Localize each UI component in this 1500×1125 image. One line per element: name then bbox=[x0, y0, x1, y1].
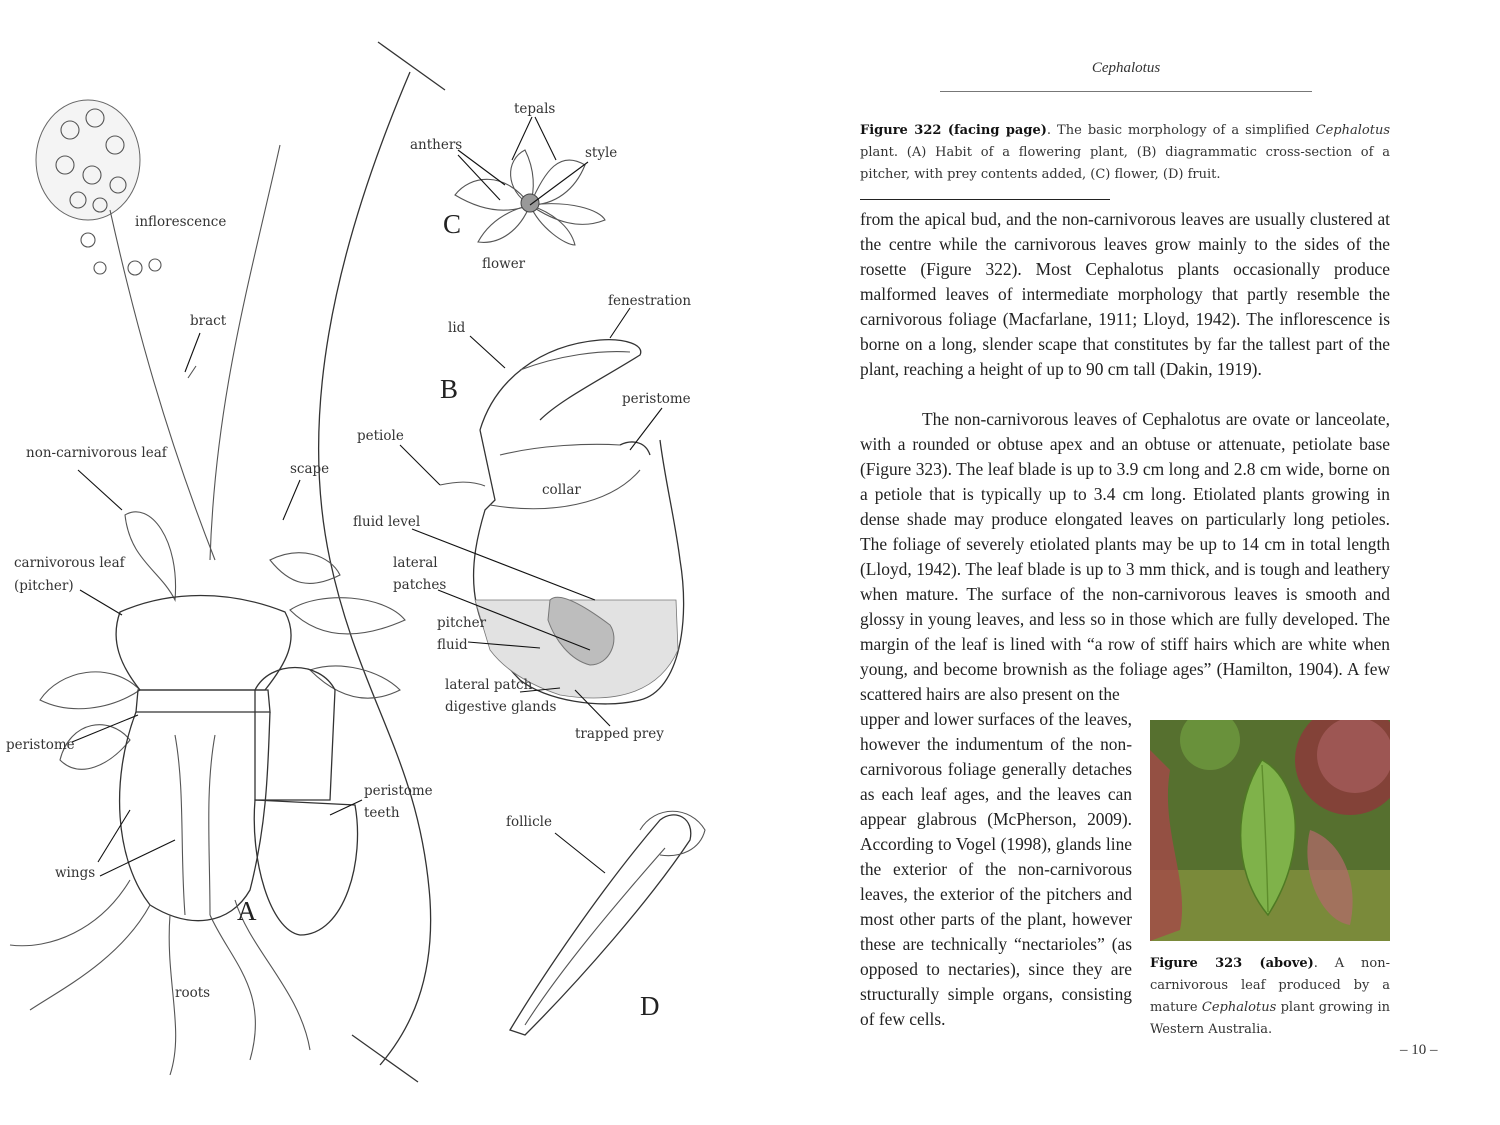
paragraph-1-text: from the apical bud, and the non-carnivorous leaves are usually clustered at the centre while the carnivorous leaves grow mainly to the sides of the rosette (Figure 322). Most Cephalotus plants occasionally produce malformed leaves of intermediate morphology that partly resemble the carnivorous foliage (Macfarlane, 1911; Lloyd, 1942). The inflorescence is borne on a long, slender scape that constitutes by far the tallest part of the plant, reaching a height of up to 90 cm tall (Dakin, 1919). bbox=[860, 209, 1390, 379]
label-fenestration: fenestration bbox=[608, 293, 692, 309]
label-patches: patches bbox=[393, 577, 447, 593]
header-rule bbox=[940, 91, 1312, 92]
label-pitcher: (pitcher) bbox=[14, 578, 74, 594]
scape-stem-2 bbox=[210, 145, 280, 560]
label-collar: collar bbox=[542, 482, 581, 498]
figure-322-caption bbox=[860, 120, 1390, 186]
caption-text-b: plant. (A) Habit of a flowering plant, (B) diagrammatic cross-section of a pitcher, with prey contents added, (C) flower, (D) fruit. bbox=[860, 145, 1390, 182]
photo-caption-text-b: plant growing in Western Australia. bbox=[1150, 1000, 1390, 1037]
label-lateral-patch: lateral patch bbox=[445, 677, 533, 693]
label-scape: scape bbox=[290, 461, 330, 477]
label-follicle: follicle bbox=[506, 814, 552, 830]
inflorescence-head bbox=[36, 100, 140, 220]
figure-323-label: Figure 323 (above) bbox=[1150, 956, 1314, 971]
body-paragraph-2 bbox=[860, 407, 1390, 707]
paragraph-2-text: The non-carnivorous leaves of Cephalotus are ovate or lanceolate, with a rounded or obtuse apex and an obtuse or attenuate, petiolate base (Figure 323). The leaf blade is up to 3.9 cm long and 2.8 cm wide, borne on a petiole that is typically up to 3.4 cm long. Etiolated plants growing in dense shade may produce elongated leaves on particularly long petioles. The foliage of severely etiolated plants may be up to 14 cm in total length (Lloyd, 1942). The leaf blade is up to 3 mm thick, and is tough and leathery when mature. The surface of the non-carnivorous leaves is smooth and glossy in young leaves, and less so in those which are fully developed. The margin of the leaf is lined with “a row of stiff hairs which are white when young, and become brownish as the foliage ages” (Hamilton, 1904). A few scattered hairs are also present on the bbox=[860, 409, 1390, 704]
label-lateral: lateral bbox=[393, 555, 438, 571]
label-fluid: fluid bbox=[437, 637, 468, 653]
label-lid: lid bbox=[448, 320, 466, 336]
running-head: Cephalotus bbox=[1091, 60, 1161, 76]
label-teeth: teeth bbox=[364, 805, 400, 821]
label-D: D bbox=[640, 991, 660, 1021]
label-non-carnivorous-leaf: non-carnivorous leaf bbox=[26, 445, 167, 461]
label-inflorescence: inflorescence bbox=[135, 214, 227, 230]
label-tepals: tepals bbox=[514, 101, 556, 117]
label-pitcher-fluid: pitcher bbox=[437, 615, 487, 631]
paragraph-3-text: upper and lower surfaces of the leaves, however the indumentum of the non-carnivorous foliage generally detaches as each leaf ages, and the leaves can appear glabrous (McPherson, 2009). According to Vogel (1998), glands line the exterior of the non-carnivorous leaves, the exterior of the pitchers and most other parts of the plant, however these are technically “nectarioles” (as opposed to nectaries), since they are structurally simple organs, consisting of few cells. bbox=[860, 709, 1132, 1029]
label-roots: roots bbox=[175, 985, 211, 1001]
label-peristome-teeth: peristome bbox=[364, 783, 433, 799]
label-style: style bbox=[585, 145, 618, 161]
figure-322-label: Figure 322 (facing page) bbox=[860, 123, 1047, 138]
scape-cut-top bbox=[378, 42, 445, 90]
label-flower: flower bbox=[482, 256, 526, 272]
body-paragraph-3 bbox=[860, 707, 1132, 1032]
scape-cut-bottom bbox=[352, 1035, 418, 1082]
inflorescence-stalk bbox=[110, 210, 215, 560]
caption-rule bbox=[860, 199, 1110, 200]
label-digestive-glands: digestive glands bbox=[445, 699, 557, 715]
label-peristome-a: peristome bbox=[6, 737, 75, 753]
page-number: – 10 – bbox=[1400, 1042, 1438, 1058]
label-petiole: petiole bbox=[357, 428, 404, 444]
label-A: A bbox=[237, 896, 257, 926]
figure-323-caption bbox=[1150, 953, 1390, 1041]
label-trapped-prey: trapped prey bbox=[575, 726, 664, 742]
label-bract: bract bbox=[190, 313, 227, 329]
photo-caption-genus: Cephalotus bbox=[1201, 1000, 1277, 1015]
label-anthers: anthers bbox=[410, 137, 463, 153]
caption-text-a: . The basic morphology of a simplified bbox=[1046, 123, 1316, 138]
label-peristome-b: peristome bbox=[622, 391, 691, 407]
label-carnivorous-leaf: carnivorous leaf bbox=[14, 555, 125, 571]
caption-genus: Cephalotus bbox=[1315, 123, 1390, 138]
label-B: B bbox=[440, 374, 459, 404]
body-paragraph-1 bbox=[860, 207, 1390, 382]
photo-caption-text-a: . A non-carnivorous leaf produced by a mature bbox=[1150, 956, 1391, 1015]
label-wings: wings bbox=[55, 865, 96, 881]
figure-323-photo bbox=[1150, 720, 1390, 941]
label-C: C bbox=[443, 209, 462, 239]
label-fluid-level: fluid level bbox=[353, 514, 421, 530]
fruit-follicle bbox=[510, 811, 705, 1035]
